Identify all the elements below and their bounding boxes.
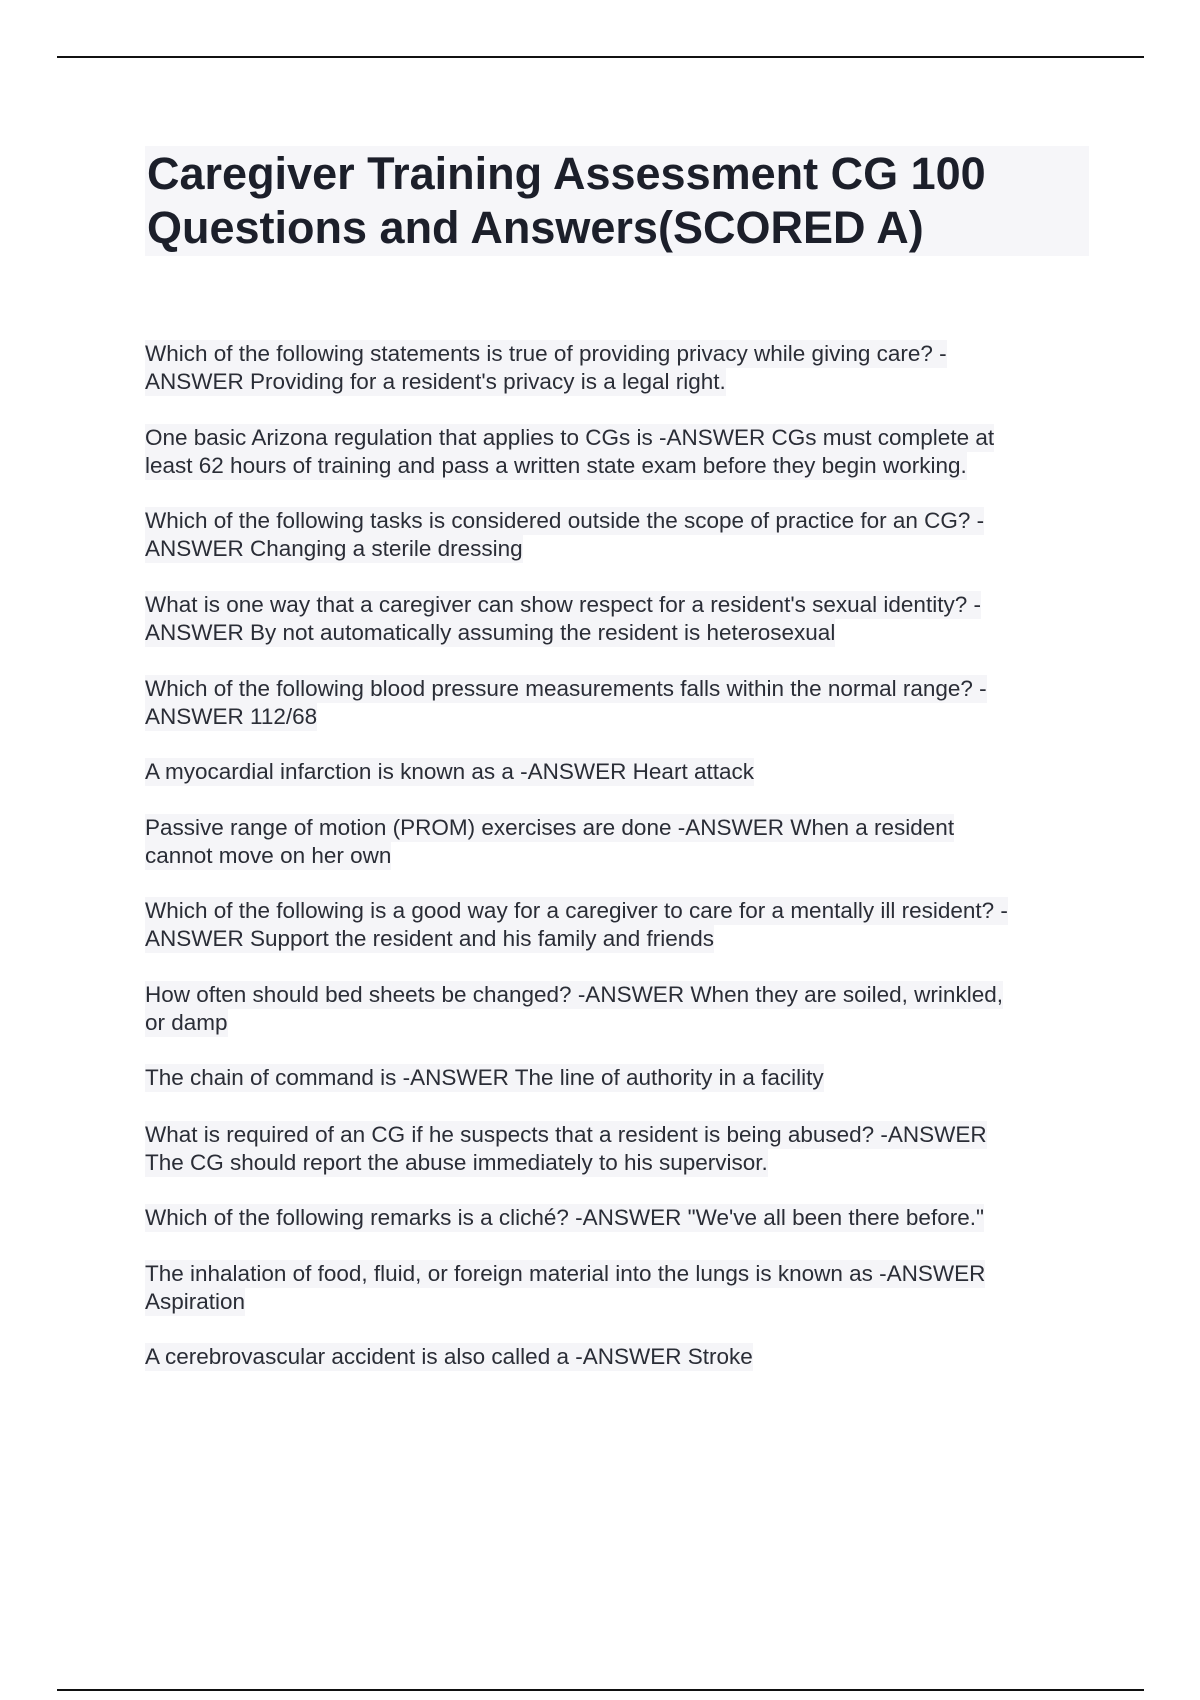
qa-question-line: Passive range of motion (PROM) exercises are done -ANSWER When a resident	[145, 815, 955, 840]
qa-item	[145, 424, 994, 480]
bottom-rule	[57, 1689, 1144, 1691]
document-title	[145, 146, 1089, 256]
qa-answer-line: ANSWER By not automatically assuming the resident is heterosexual	[145, 620, 836, 645]
qa-answer-line: The CG should report the abuse immediately to his supervisor.	[145, 1150, 768, 1175]
qa-question-line: Which of the following blood pressure measurements falls within the normal range? -	[145, 676, 987, 701]
qa-answer-line: cannot move on her own	[145, 843, 392, 868]
qa-answer-line: ANSWER Changing a sterile dressing	[145, 536, 523, 561]
qa-question-line: A cerebrovascular accident is also called a -ANSWER Stroke	[145, 1344, 753, 1369]
qa-item	[145, 507, 984, 563]
qa-answer-line: ANSWER Support the resident and his family and friends	[145, 926, 715, 951]
qa-question-line: Which of the following is a good way for a caregiver to care for a mentally ill resident? -	[145, 898, 1008, 923]
qa-item	[145, 675, 987, 731]
qa-answer-line: or damp	[145, 1010, 228, 1035]
qa-question-line: How often should bed sheets be changed? -ANSWER When they are soiled, wrinkled,	[145, 982, 1003, 1007]
qa-answer-line: least 62 hours of training and pass a written state exam before they begin working.	[145, 453, 967, 478]
qa-question-line: The inhalation of food, fluid, or foreign material into the lungs is known as -ANSWER	[145, 1261, 986, 1286]
qa-question-line: The chain of command is -ANSWER The line of authority in a facility	[145, 1065, 824, 1090]
qa-item	[145, 758, 754, 786]
qa-question-line: Which of the following statements is true of providing privacy while giving care? -	[145, 341, 947, 366]
qa-question-line: Which of the following tasks is considered outside the scope of practice for an CG? -	[145, 508, 985, 533]
qa-item	[145, 897, 1008, 953]
title-line-1: Caregiver Training Assessment CG 100	[147, 148, 986, 199]
qa-item	[145, 981, 1003, 1037]
qa-item	[145, 814, 954, 870]
qa-item	[145, 1260, 985, 1316]
qa-item	[145, 591, 981, 647]
qa-question-line: A myocardial infarction is known as a -ANSWER Heart attack	[145, 759, 754, 784]
qa-answer-line: Aspiration	[145, 1289, 246, 1314]
qa-question-line: Which of the following remarks is a cliché? -ANSWER "We've all been there before."	[145, 1205, 984, 1230]
qa-item	[145, 1121, 987, 1177]
top-rule	[57, 56, 1144, 58]
qa-question-line: What is required of an CG if he suspects that a resident is being abused? -ANSWER	[145, 1122, 987, 1147]
qa-answer-line: ANSWER 112/68	[145, 704, 318, 729]
qa-item	[145, 340, 947, 396]
qa-answer-line: ANSWER Providing for a resident's privacy is a legal right.	[145, 369, 726, 394]
qa-item	[145, 1204, 984, 1232]
qa-question-line: One basic Arizona regulation that applies to CGs is -ANSWER CGs must complete at	[145, 425, 995, 450]
qa-item	[145, 1064, 824, 1092]
qa-question-line: What is one way that a caregiver can show respect for a resident's sexual identity? -	[145, 592, 981, 617]
qa-item	[145, 1343, 753, 1371]
title-line-2: Questions and Answers(SCORED A)	[147, 202, 924, 253]
